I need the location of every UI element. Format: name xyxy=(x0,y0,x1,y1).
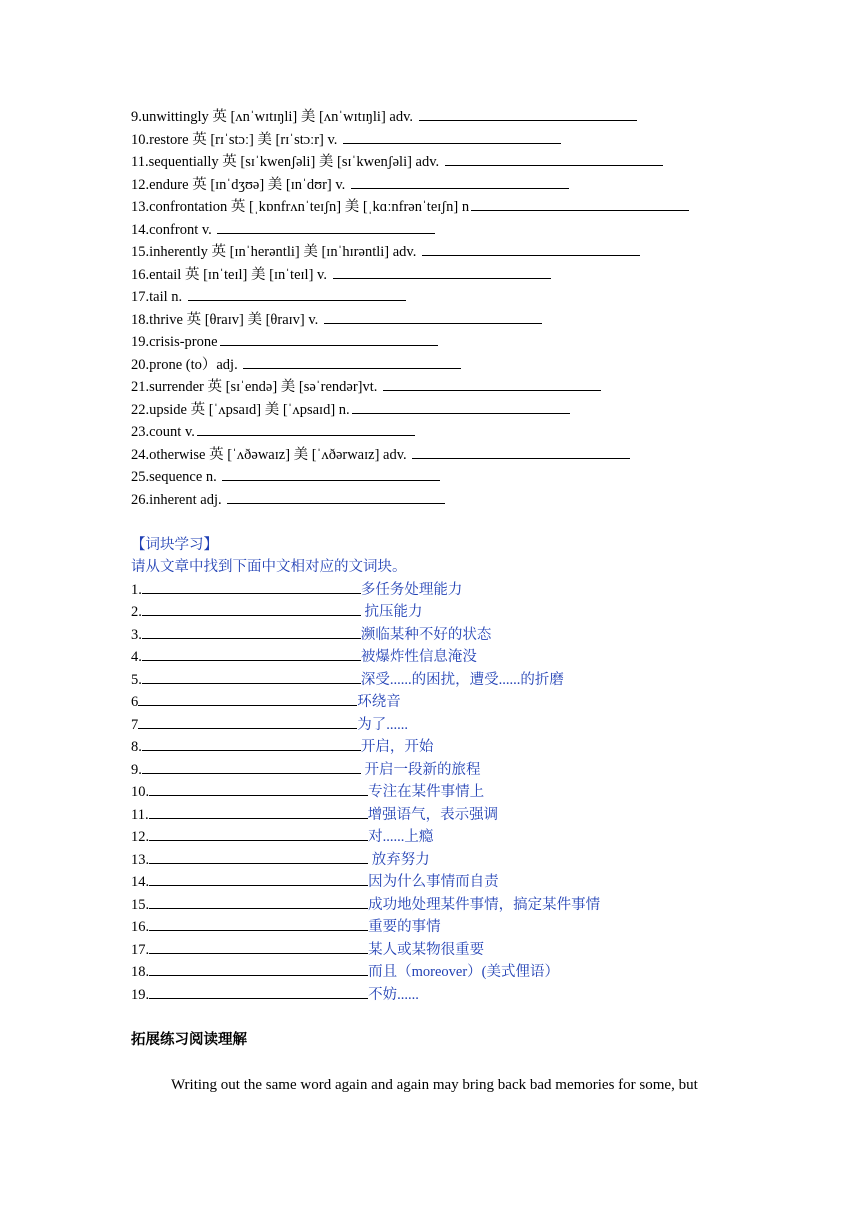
phrase-line: 3. 濒临某种不好的状态 xyxy=(131,627,492,643)
answer-blank[interactable] xyxy=(142,637,361,639)
answer-blank[interactable] xyxy=(149,907,368,909)
phrase-line: 10. 专注在某件事情上 xyxy=(131,784,485,800)
extension-title: 拓展练习阅读理解 xyxy=(131,1032,247,1048)
answer-blank[interactable] xyxy=(227,502,445,504)
vocab-line: 25.sequence n. xyxy=(131,468,442,486)
phrase-line: 18. 而且（moreover）(美式俚语） xyxy=(131,964,560,980)
phrase-line: 13. 放弃努力 xyxy=(131,852,430,868)
answer-blank[interactable] xyxy=(138,704,357,706)
phrase-line: 16. 重要的事情 xyxy=(131,919,441,935)
answer-blank[interactable] xyxy=(149,997,368,999)
vocab-line: 21.surrender 英 [sɪˈendə] 美 [səˈrendər]vt. xyxy=(131,378,603,396)
answer-blank[interactable] xyxy=(149,862,368,864)
vocab-line: 24.otherwise 英 [ˈʌðəwaɪz] 美 [ˈʌðərwaɪz] adv. xyxy=(131,446,632,464)
phrase-line: 17. 某人或某物很重要 xyxy=(131,942,485,958)
phrase-line: 12. 对......上瘾 xyxy=(131,829,434,845)
phrase-line: 8. 开启，开始 xyxy=(131,739,434,755)
answer-blank[interactable] xyxy=(333,277,551,279)
answer-blank[interactable] xyxy=(142,749,361,751)
phrase-line: 2. 抗压能力 xyxy=(131,604,423,620)
vocab-line: 16.entail 英 [ɪnˈteɪl] 美 [ɪnˈteɪl] v. xyxy=(131,266,553,284)
vocab-line: 10.restore 英 [rɪˈstɔː] 美 [rɪˈstɔːr] v. xyxy=(131,131,563,149)
phrase-line: 1. 多任务处理能力 xyxy=(131,582,463,598)
section-instruction: 请从文章中找到下面中文相对应的文词块。 xyxy=(131,559,407,575)
answer-blank[interactable] xyxy=(324,322,542,324)
answer-blank[interactable] xyxy=(149,839,368,841)
vocab-line: 15.inherently 英 [ɪnˈherəntli] 美 [ɪnˈhɪrəntli] adv. xyxy=(131,243,642,261)
vocab-line: 17.tail n. xyxy=(131,288,408,306)
answer-blank[interactable] xyxy=(352,412,570,414)
answer-blank[interactable] xyxy=(142,592,361,594)
answer-blank[interactable] xyxy=(383,389,601,391)
answer-blank[interactable] xyxy=(142,659,361,661)
answer-blank[interactable] xyxy=(351,187,569,189)
answer-blank[interactable] xyxy=(419,119,637,121)
phrase-line: 5. 深受......的困扰，遭受......的折磨 xyxy=(131,672,564,688)
answer-blank[interactable] xyxy=(243,367,461,369)
vocab-line: 22.upside 英 [ˈʌpsaɪd] 美 [ˈʌpsaɪd] n. xyxy=(131,401,572,419)
answer-blank[interactable] xyxy=(412,457,630,459)
vocab-line: 11.sequentially 英 [sɪˈkwenʃəli] 美 [sɪˈkwenʃəli] adv. xyxy=(131,153,665,171)
vocab-line: 23.count v. xyxy=(131,423,417,441)
vocab-line: 19.crisis-prone xyxy=(131,333,440,351)
answer-blank[interactable] xyxy=(220,344,438,346)
answer-blank[interactable] xyxy=(149,794,368,796)
answer-blank[interactable] xyxy=(422,254,640,256)
phrase-line: 11. 增强语气，表示强调 xyxy=(131,807,499,823)
answer-blank[interactable] xyxy=(188,299,406,301)
answer-blank[interactable] xyxy=(343,142,561,144)
vocab-line: 26.inherent adj. xyxy=(131,491,447,509)
section-title: 【词块学习】 xyxy=(131,537,218,553)
phrase-line: 4. 被爆炸性信息淹没 xyxy=(131,649,477,665)
phrase-line: 6 环绕音 xyxy=(131,694,401,710)
vocab-line: 9.unwittingly 英 [ʌnˈwɪtɪŋli] 美 [ʌnˈwɪtɪŋli] adv. xyxy=(131,108,639,126)
answer-blank[interactable] xyxy=(217,232,435,234)
answer-blank[interactable] xyxy=(445,164,663,166)
phrase-line: 14. 因为什么事情而自责 xyxy=(131,874,499,890)
reading-paragraph: Writing out the same word again and again may bring back bad memories for some, but xyxy=(171,1077,698,1093)
vocab-line: 18.thrive 英 [θraɪv] 美 [θraɪv] v. xyxy=(131,311,544,329)
answer-blank[interactable] xyxy=(222,479,440,481)
vocab-line: 12.endure 英 [ɪnˈdʒʊə] 美 [ɪnˈdʊr] v. xyxy=(131,176,571,194)
answer-blank[interactable] xyxy=(142,614,361,616)
answer-blank[interactable] xyxy=(149,884,368,886)
vocab-line: 14.confront v. xyxy=(131,221,437,239)
vocab-line: 20.prone (to）adj. xyxy=(131,356,463,374)
answer-blank[interactable] xyxy=(138,727,357,729)
answer-blank[interactable] xyxy=(149,817,368,819)
answer-blank[interactable] xyxy=(142,772,361,774)
phrase-line: 19. 不妨...... xyxy=(131,987,419,1003)
answer-blank[interactable] xyxy=(149,952,368,954)
answer-blank[interactable] xyxy=(149,929,368,931)
answer-blank[interactable] xyxy=(197,434,415,436)
answer-blank[interactable] xyxy=(149,974,368,976)
answer-blank[interactable] xyxy=(471,209,689,211)
phrase-line: 7 为了...... xyxy=(131,717,408,733)
answer-blank[interactable] xyxy=(142,682,361,684)
phrase-line: 15. 成功地处理某件事情，搞定某件事情 xyxy=(131,897,601,913)
phrase-line: 9. 开启一段新的旅程 xyxy=(131,762,481,778)
vocab-line: 13.confrontation 英 [ˌkɒnfrʌnˈteɪʃn] 美 [ˌkɑːnfrənˈteɪʃn] n xyxy=(131,198,691,216)
